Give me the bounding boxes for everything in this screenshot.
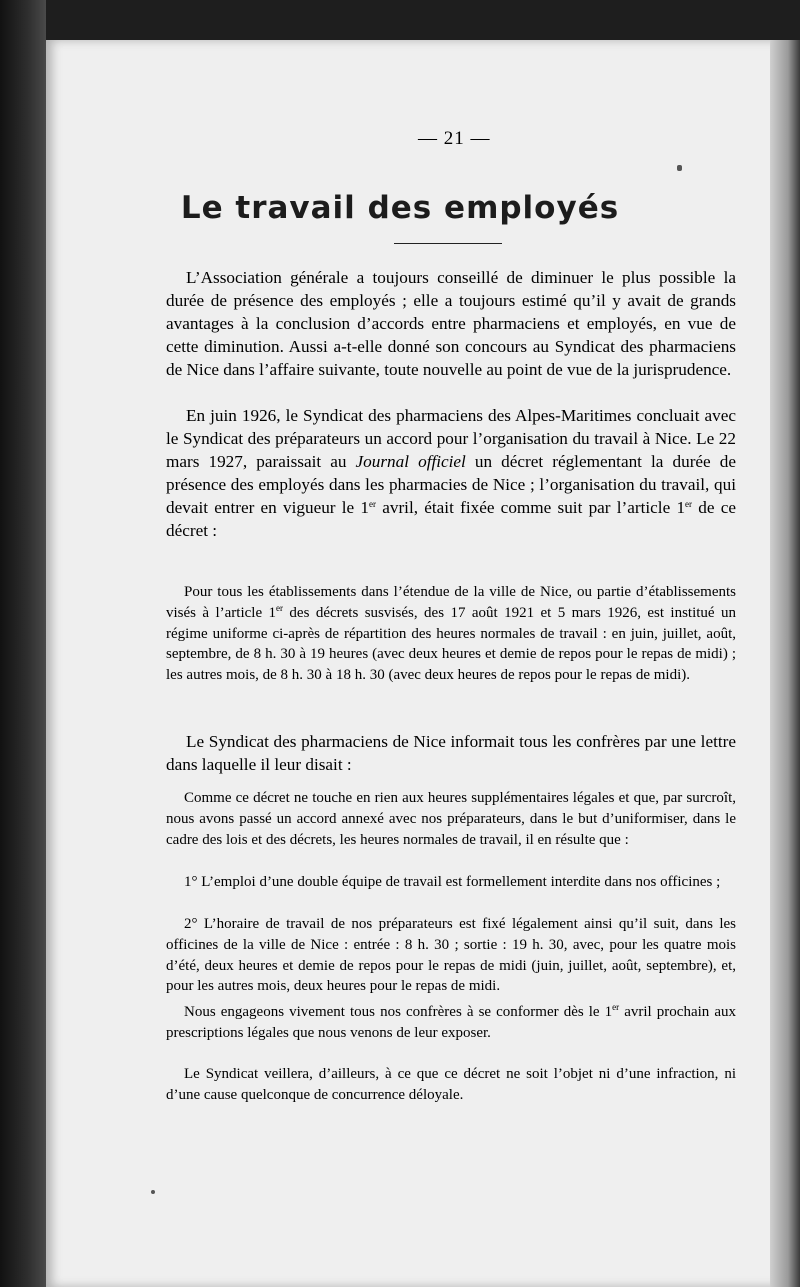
- paragraph-decree: [166, 404, 736, 542]
- quote-point-2: 2° L’horaire de travail de nos préparateurs est fixé légalement ainsi qu’il suit, dans les officines de la ville de Nice : entrée : 8 h. 30 ; sortie : 19 h. 30, avec, pour les quatre mois d’été, deux heures et demie de repos pour le repas de midi (juin, juillet, août, septembre), et, pour les autres mois, deux heures pour le repas de midi.: [166, 916, 736, 995]
- paragraph-decree-text-d: de ce décret :: [166, 498, 737, 540]
- superscript: er: [369, 499, 376, 509]
- ink-speck: [677, 165, 682, 171]
- quote-decree-article: [166, 582, 736, 686]
- page-edge: [770, 40, 800, 1287]
- superscript: er: [685, 499, 693, 509]
- page-title: Le travail des employés: [180, 190, 620, 226]
- title-rule: [394, 243, 502, 244]
- quote-engagement-text-b: avril prochain aux prescriptions légales que nous venons de leur exposer.: [166, 1004, 736, 1041]
- superscript: er: [276, 602, 284, 613]
- journal-officiel-italic: Journal officiel: [355, 452, 466, 471]
- scan-background-top: [46, 0, 800, 40]
- quote-decree-text-a: Pour tous les établissements dans l’étendue de la ville de Nice, ou partie d’établissements visés à l’article 1: [166, 584, 736, 621]
- quote-closing: Le Syndicat veillera, d’ailleurs, à ce que ce décret ne soit l’objet ni d’une infraction, ni d’une cause quelconque de concurrence déloyale.: [166, 1066, 736, 1103]
- quote-decree-text-b: des décrets susvisés, des 17 août 1921 et 5 mars 1926, est institué un régime uniforme ci-après de répartition des heures normales de travail : en juin, juillet, août, septembre, de 8 h. 30 à 19 heures (avec deux heures et demie de repos pour le repas de midi) ; les autres mois, de 8 h. 30 à 18 h. 30 (avec deux heures de repos pour le repas de midi).: [166, 604, 736, 684]
- paragraph-letter: Le Syndicat des pharmaciens de Nice informait tous les confrères par une lettre dans laquelle il leur disait :: [166, 732, 736, 774]
- paragraph-decree-text-c: avril, était fixée comme suit par l’article 1: [376, 498, 686, 517]
- superscript: er: [612, 1002, 620, 1012]
- paragraph-decree-text-b: un décret réglementant la durée de présence des employés dans les pharmacies de Nice ; l’organisation du travail, qui devait entrer en vigueur le 1: [166, 452, 736, 517]
- quote-engagement-text-a: Nous engageons vivement tous nos confrères à se conformer dès le 1: [184, 1004, 613, 1020]
- quote-letter-intro: Comme ce décret ne touche en rien aux heures supplémentaires légales et que, par surcroît, nous avons passé un accord annexé avec nos préparateurs, dans le but d’uniformiser, dans le cadre des lois et des décrets, les heures normales de travail, il en résulte que :: [166, 790, 736, 848]
- quote-engagement: [166, 1002, 736, 1044]
- ink-speck: [151, 1190, 155, 1194]
- page-number: — 21 —: [418, 128, 491, 149]
- quote-point-1: 1° L’emploi d’une double équipe de travail est formellement interdite dans nos officines ;: [184, 874, 721, 890]
- paragraph-intro: L’Association générale a toujours conseillé de diminuer le plus possible la durée de présence des employés ; elle a toujours estimé qu’il y avait de grands avantages à la conclusion d’accords entre pharmaciens et employés, en vue de cette diminution. Aussi a-t-elle donné son concours au Syndicat des pharmaciens de Nice dans l’affaire suivante, toute nouvelle au point de vue de la jurisprudence.: [166, 268, 736, 379]
- paragraph-decree-text-a: En juin 1926, le Syndicat des pharmaciens des Alpes-Maritimes concluait avec le Syndicat des préparateurs un accord pour l’organisation du travail à Nice. Le 22 mars 1927, paraissait au: [166, 406, 736, 471]
